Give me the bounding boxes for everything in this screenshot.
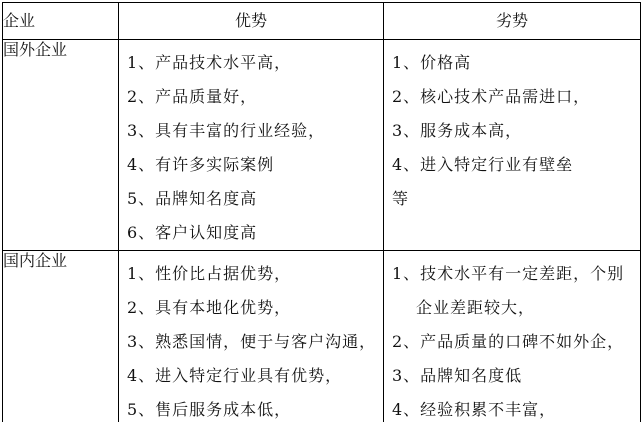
list-item: 等 (392, 189, 410, 208)
disadvantages-cell (384, 40, 641, 251)
list-item: 5、品牌知名度高 (127, 189, 258, 208)
advantages-cell (119, 40, 384, 251)
list-item: 2、具有本地化优势， (127, 298, 292, 317)
list-item: 1、价格高 (392, 53, 472, 72)
list-item: 2、产品质量的口碑不如外企， (392, 332, 625, 351)
list-item: 2、核心技术产品需进口， (392, 87, 591, 106)
list-item: 1、技术水平有一定差距，个别 (392, 264, 625, 283)
header-row (3, 3, 641, 40)
list-item: 6、客户认知度高 (127, 223, 258, 242)
disadvantages-list (384, 40, 640, 216)
comparison-table (2, 2, 641, 422)
advantages-list (119, 251, 383, 422)
list-item: 3、熟悉国情，便于与客户沟通， (127, 332, 377, 351)
disadvantages-list (384, 251, 640, 422)
list-item: 3、服务成本高， (392, 121, 523, 140)
list-item: 4、进入特定行业具有优势， (127, 366, 343, 385)
table-row-domestic (3, 251, 641, 422)
disadvantages-cell (384, 251, 641, 422)
list-item: 2、产品质量好， (127, 87, 258, 106)
header-company: 企业 (3, 3, 119, 40)
list-item: 4、有许多实际案例 (127, 155, 275, 174)
list-item: 4、进入特定行业有壁垒 (392, 155, 574, 174)
advantages-list (119, 40, 383, 250)
list-item: 5、售后服务成本低， (127, 400, 292, 419)
list-item-continuation: 企业差距较大， (416, 298, 536, 317)
company-cell: 国外企业 (3, 40, 119, 251)
company-cell: 国内企业 (3, 251, 119, 422)
list-item: 3、具有丰富的行业经验， (127, 121, 326, 140)
list-item: 1、产品技术水平高， (127, 53, 292, 72)
list-item: 3、品牌知名度低 (392, 366, 523, 385)
header-advantages: 优势 (119, 3, 384, 40)
list-item: 4、经验积累不丰富， (392, 400, 557, 419)
list-item: 1、性价比占据优势， (127, 264, 292, 283)
header-disadvantages: 劣势 (384, 3, 641, 40)
advantages-cell (119, 251, 384, 422)
table-row-foreign (3, 40, 641, 251)
